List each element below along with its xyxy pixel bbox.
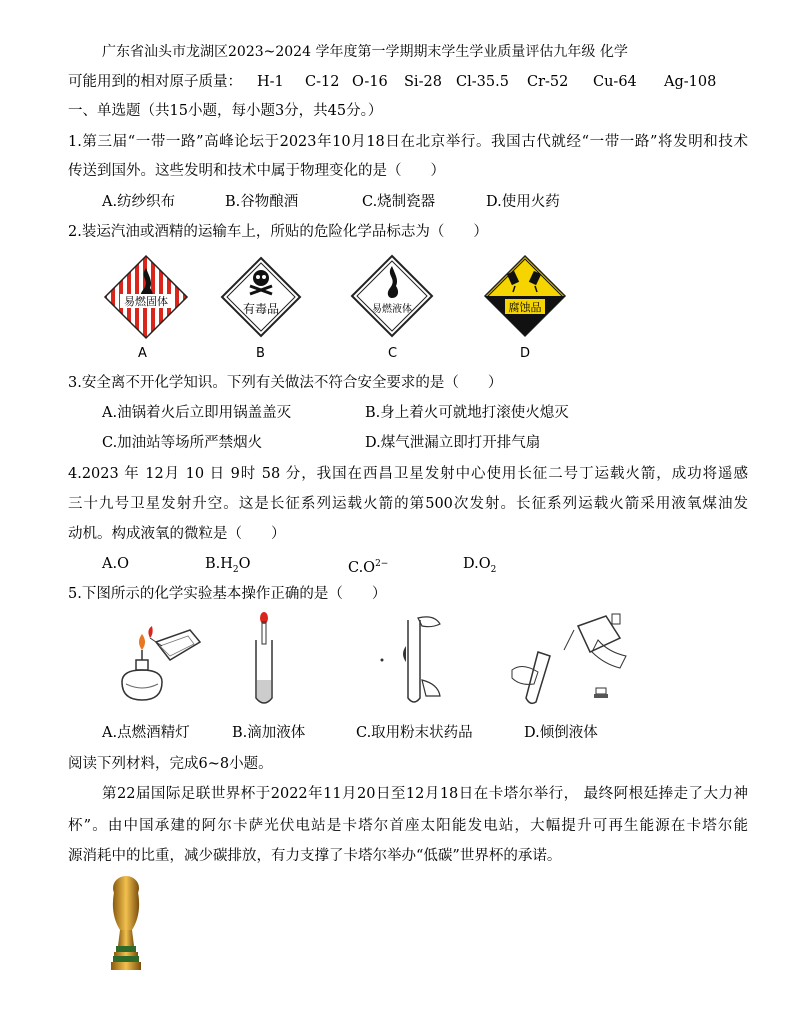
- sign-b-text: 有毒品: [242, 302, 280, 316]
- sign-d-text: 腐蚀品: [508, 301, 542, 314]
- q3-option-b: B.身上着火可就地打滚使火熄灭: [365, 405, 569, 421]
- flame-icon: [350, 254, 434, 338]
- page-title: 广东省汕头市龙湖区2023~2024 学年度第一学期期末学生学业质量评估九年级 化学: [102, 44, 628, 60]
- alcohol-lamp-lighting-icon: [112, 612, 212, 712]
- atomic-mass-si: Si-28: [404, 74, 442, 90]
- atomic-mass-cl: Cl-35.5: [456, 74, 509, 90]
- world-cup-trophy-icon: [104, 874, 148, 974]
- atomic-masses-label: 可能用到的相对原子质量：: [68, 74, 242, 90]
- q3-option-c: C.加油站等场所严禁烟火: [102, 435, 263, 451]
- q4-option-d: $D.O_2$: [463, 556, 497, 575]
- dropper-tube-icon: [244, 610, 284, 710]
- q3-stem: 3.安全离不开化学知识。下列有关做法不符合安全要求的是（ ）: [68, 375, 503, 391]
- q1-option-c: C.烧制瓷器: [362, 194, 436, 210]
- sign-c-letter: C: [388, 346, 398, 361]
- reading-paragraph-line2: 杯”。由中国承建的阿尔卡萨光伏电站是卡塔尔首座太阳能发电站，大幅提升可再生能源在卡塔尔能: [68, 818, 748, 834]
- q5-stem: 5.下图所示的化学实验基本操作正确的是（ ）: [68, 586, 387, 602]
- q3-option-a: A.油锅着火后立即用锅盖盖灭: [102, 405, 292, 421]
- q3-option-d: D.煤气泄漏立即打开排气扇: [365, 435, 541, 451]
- atomic-mass-h: H-1: [257, 74, 284, 90]
- corrosive-icon: [483, 254, 567, 338]
- section-title: 一、单选题（共15小题，每小题3分，共45分。）: [68, 103, 383, 119]
- q2-stem: 2.装运汽油或酒精的运输车上，所贴的危险化学品标志为（ ）: [68, 224, 488, 240]
- q4-line1: 4.2023 年 12月 10 日 9时 58 分，我国在西昌卫星发射中心使用长征二号丁运载火箭，成功将遥感: [68, 466, 748, 482]
- q1-line1: 1.第三届“一带一路”高峰论坛于2023年10月18日在北京举行。我国古代就经“一带一路”将发明和技术: [68, 134, 748, 150]
- atomic-masses-line: [68, 72, 242, 92]
- q5-option-a: A.点燃酒精灯: [102, 725, 190, 741]
- q4-line2: 三十九号卫星发射升空。这是长征系列运载火箭的第500次发射。长征系列运载火箭采用液氧煤油发: [68, 496, 748, 512]
- reading-paragraph-line3: 源消耗中的比重，减少碳排放，有力支撑了卡塔尔举办“低碳”世界杯的承诺。: [68, 848, 562, 864]
- q1-option-a: A.纺纱织布: [102, 194, 176, 210]
- powder-tube-icon: [378, 610, 448, 710]
- q4-line3: 动机。构成液氧的微粒是（ ）: [68, 526, 286, 542]
- sign-a-letter: A: [138, 346, 147, 361]
- q5-option-c: C.取用粉末状药品: [356, 725, 473, 741]
- atomic-mass-c: C-12: [305, 74, 340, 90]
- atomic-mass-ag: Ag-108: [664, 74, 717, 90]
- pouring-liquid-icon: [508, 612, 638, 712]
- sign-a-text: 易燃固体: [124, 295, 168, 308]
- sign-d-letter: D: [520, 346, 531, 361]
- q5-option-d: D.倾倒液体: [524, 725, 598, 741]
- atomic-mass-o: O-16: [352, 74, 388, 90]
- q4-option-a: A.O: [102, 556, 129, 572]
- q1-option-b: B.谷物酿酒: [225, 194, 299, 210]
- skull-crossbones-icon: [220, 256, 302, 338]
- flammable-solid-icon: [103, 254, 189, 340]
- q4-option-c: $C.O^{2-}$: [348, 559, 389, 576]
- q1-option-d: D.使用火药: [486, 194, 560, 210]
- sign-b-letter: B: [256, 346, 265, 361]
- sign-c-text: 易燃液体: [372, 304, 412, 315]
- q5-option-b: B.滴加液体: [232, 725, 306, 741]
- atomic-mass-cr: Cr-52: [527, 74, 569, 90]
- atomic-mass-cu: Cu-64: [593, 74, 637, 90]
- reading-paragraph-line1: 第22届国际足联世界杯于2022年11月20日至12月18日在卡塔尔举行， 最终阿根廷捧走了大力神: [102, 786, 748, 802]
- q1-line2: 传送到国外。这些发明和技术中属于物理变化的是（ ）: [68, 163, 445, 179]
- q4-option-b: $B.H_2O$: [205, 556, 251, 575]
- reading-intro: 阅读下列材料，完成6~8小题。: [68, 756, 273, 772]
